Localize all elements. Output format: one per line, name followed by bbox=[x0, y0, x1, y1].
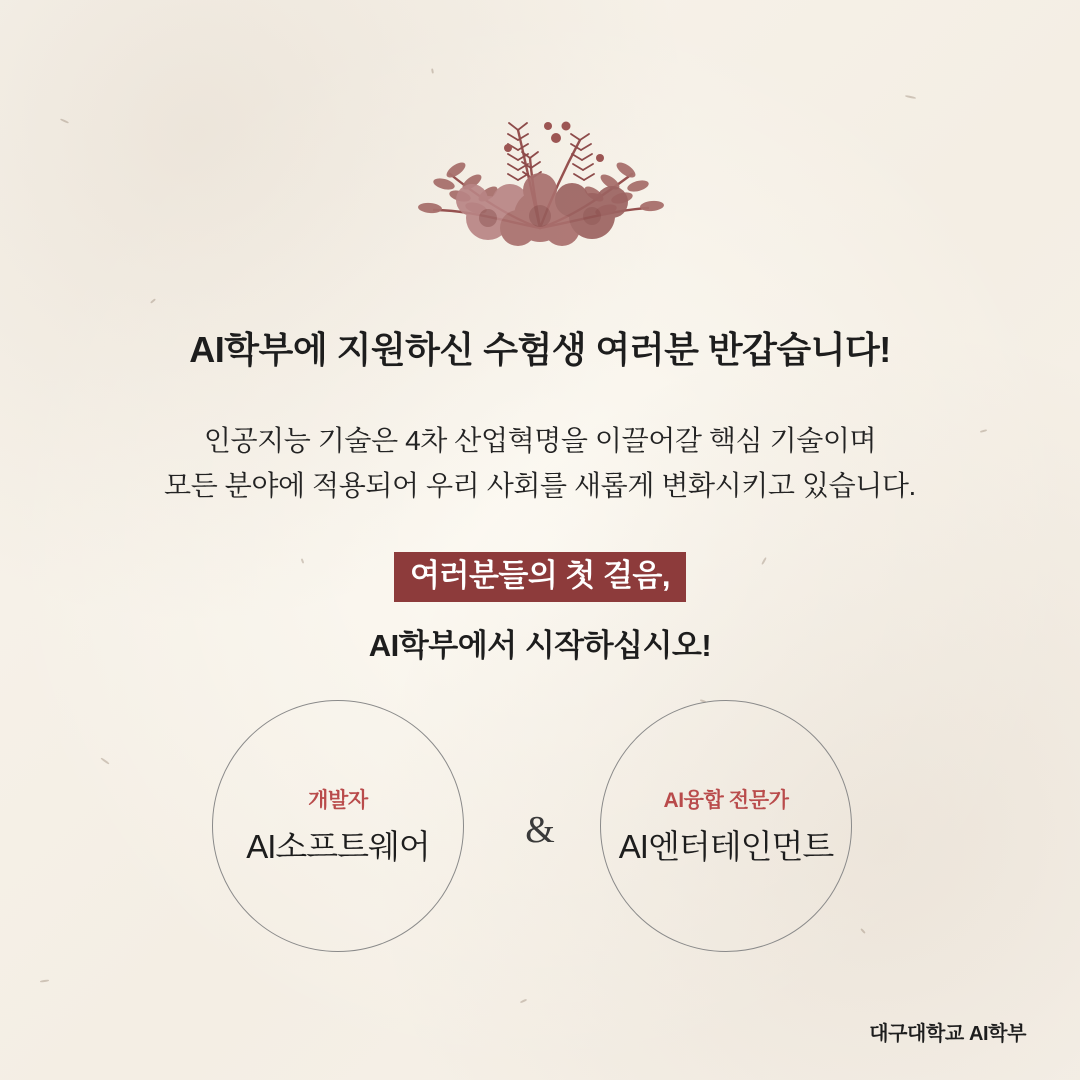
paper-speck bbox=[40, 979, 49, 982]
paper-speck bbox=[60, 118, 69, 123]
paper-speck bbox=[520, 999, 527, 1004]
track-circles bbox=[0, 700, 1080, 960]
highlight-row bbox=[0, 552, 1080, 602]
highlight-banner: 여러분들의 첫 걸음, bbox=[394, 552, 686, 602]
footer-credit: 대구대학교 AI학부 bbox=[869, 1023, 1026, 1045]
track-eyebrow: 개발자 bbox=[308, 789, 368, 812]
paper-speck bbox=[150, 298, 156, 303]
body-line-2: 모든 분야에 적용되어 우리 사회를 새롭게 변화시키고 있습니다. bbox=[164, 470, 916, 502]
paper-speck bbox=[905, 95, 916, 99]
track-title: AI소프트웨어 bbox=[246, 828, 430, 865]
sub-headline: AI학부에서 시작하십시오! bbox=[368, 628, 712, 663]
ampersand-connector: & bbox=[525, 809, 555, 851]
track-circle-entertainment bbox=[600, 700, 852, 952]
track-eyebrow: AI융합 전문가 bbox=[663, 789, 789, 812]
body-copy bbox=[0, 418, 1080, 509]
page-title: AI학부에 지원하신 수험생 여러분 반갑습니다! bbox=[189, 329, 891, 370]
body-line-1: 인공지능 기술은 4차 산업혁명을 이끌어갈 핵심 기술이며 bbox=[203, 425, 877, 456]
floral-bouquet-icon bbox=[360, 78, 720, 278]
paper-speck bbox=[431, 68, 434, 73]
track-title: AI엔터테인먼트 bbox=[618, 828, 834, 865]
